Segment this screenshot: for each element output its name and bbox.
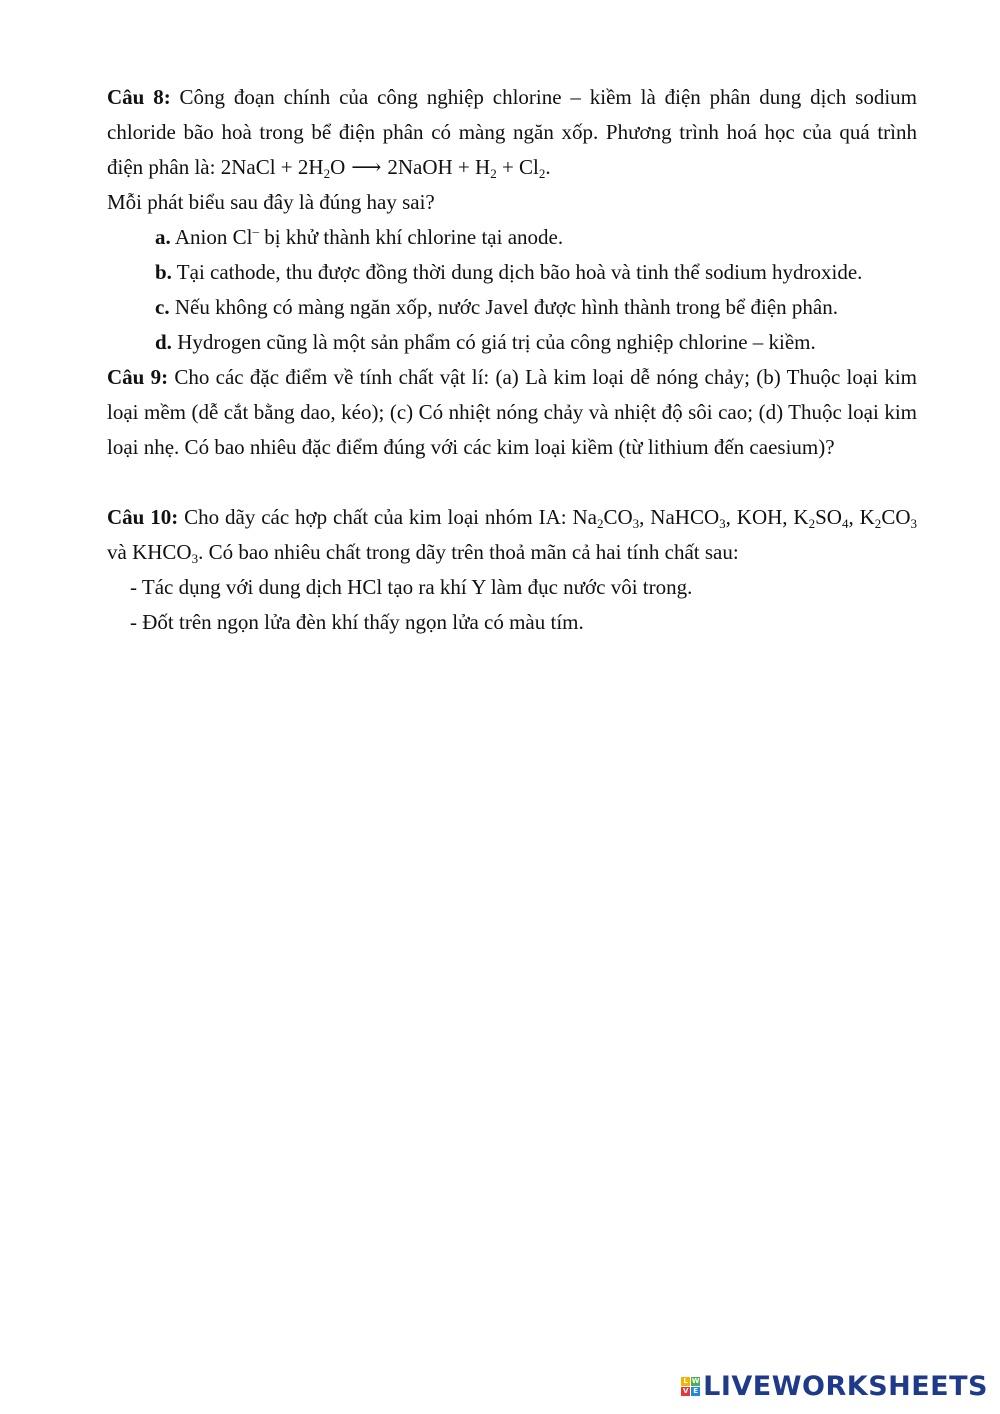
question-8-prompt: Mỗi phát biểu sau đây là đúng hay sai? [107,190,435,214]
reaction-arrow: ⟶ [351,155,382,179]
statement-a: a. Anion Cl– bị khử thành khí chlorine tại anode. [155,223,564,249]
statement-c: c. Nếu không có màng ngăn xốp, nước Javel được hình thành trong bể điện phân. [155,295,838,319]
question-9-label: Câu 9: [107,365,169,389]
question-9: Câu 9: Cho các đặc điểm về tính chất vật lí: (a) Là kim loại dễ nóng chảy; (b) Thuộc loại kim loại mềm (dễ cắt bằng dao, kéo); (c) Có nhiệt nóng chảy và nhiệt độ sôi cao; (d) Thuộc loại kim loại nhẹ. Có bao nhiêu đặc điểm đúng với các kim loại kiềm (từ lithium đến caesium)? [107,365,917,459]
spacer [107,465,917,500]
statement-b: b. Tại cathode, thu được đồng thời dung dịch bão hoà và tinh thể sodium hydroxide. [155,260,863,284]
worksheet-page [107,80,917,640]
logo-text: LIVEWORKSHEETS [703,1370,988,1402]
liveworksheets-mark-icon: L W V E [682,1376,700,1395]
question-10-stem: Câu 10: Cho dãy các hợp chất của kim loại nhóm IA: $Na_2CO_3$, NaHCO$_3$, KOH, $K_2SO_4$, $K_2CO_3$ và $KHCO_3$. Có bao nhiêu chất trong dãy trên thoả mãn cả hai tính chất sau: [107,505,918,566]
statement-d: d. Hydrogen cũng là một sản phẩm có giá trị của công nghiệp chlorine – kiềm. [155,330,816,354]
condition-2: - Đốt trên ngọn lửa đèn khí thấy ngọn lửa có màu tím. [130,610,584,634]
question-8-stem: Câu 8: Công đoạn chính của công nghiệp chlorine – kiềm là điện phân dung dịch sodium chloride bão hoà trong bể điện phân có màng ngăn xốp. Phương trình hoá học của quá trình điện phân là: 2NaCl + $2H_2O$ ⟶ 2NaOH + $H_2 + Cl_2$. [107,80,917,185]
question-8-label: Câu 8: [107,85,171,109]
liveworksheets-logo [681,1368,988,1404]
condition-1: - Tác dụng với dung dịch HCl tạo ra khí Y làm đục nước vôi trong. [130,575,693,599]
question-10-label: Câu 10: [107,505,179,529]
